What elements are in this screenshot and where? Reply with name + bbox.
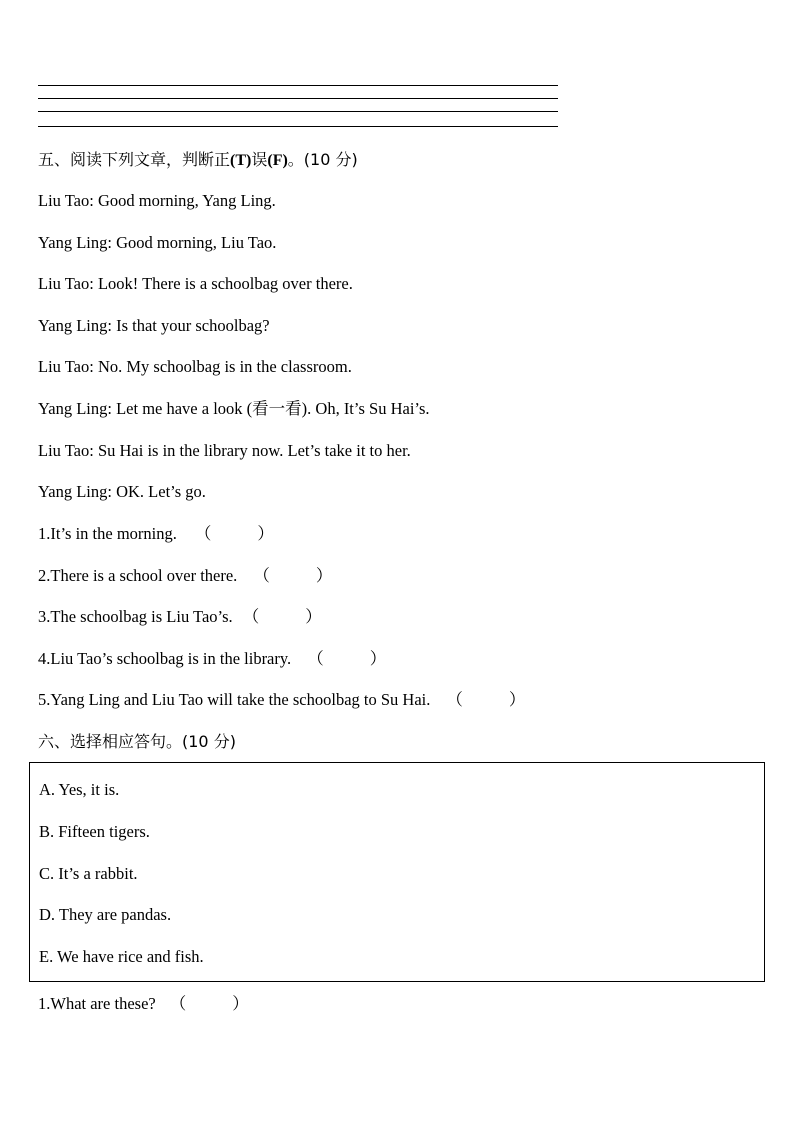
tf-question-4: 4.Liu Tao’s schoolbag is in the library. （ ） [38, 649, 387, 668]
dialogue-line: Liu Tao: Su Hai is in the library now. Let’s take it to her. [38, 441, 411, 460]
option-d: D. They are pandas. [39, 905, 172, 924]
match-question-1: 1.What are these? （ ） [38, 994, 249, 1013]
dialogue-line: Yang Ling: Is that your schoolbag? [38, 316, 270, 335]
answer-blank[interactable]: （ ） [194, 524, 274, 543]
answer-blank[interactable]: （ ） [242, 607, 322, 626]
section5-heading: 五、阅读下列文章，判断正(T)误(F)。(10 分) [38, 150, 358, 169]
tf-question-3: 3.The schoolbag is Liu Tao’s. （ ） [38, 607, 322, 626]
option-b: B. Fifteen tigers. [39, 822, 150, 841]
section6-heading: 六、选择相应答句。(10 分) [38, 732, 236, 751]
option-c: C. It’s a rabbit. [39, 864, 138, 883]
answer-options-box [29, 762, 765, 982]
answer-line-1 [38, 85, 558, 86]
answer-blank[interactable]: （ ） [169, 994, 249, 1013]
dialogue-line: Liu Tao: No. My schoolbag is in the classroom. [38, 357, 352, 376]
dialogue-line: Liu Tao: Good morning, Yang Ling. [38, 191, 276, 210]
tf-question-1: 1.It’s in the morning. （ ） [38, 524, 274, 543]
answer-blank[interactable]: （ ） [253, 566, 333, 585]
answer-blank[interactable]: （ ） [307, 649, 387, 668]
tf-question-5: 5.Yang Ling and Liu Tao will take the schoolbag to Su Hai. （ ） [38, 690, 526, 709]
dialogue-line: Liu Tao: Look! There is a schoolbag over there. [38, 274, 353, 293]
answer-blank[interactable]: （ ） [446, 690, 526, 709]
answer-line-2 [38, 98, 558, 99]
answer-line-3 [38, 111, 558, 112]
option-a: A. Yes, it is. [39, 780, 120, 799]
tf-question-2: 2.There is a school over there. （ ） [38, 566, 333, 585]
dialogue-line: Yang Ling: Good morning, Liu Tao. [38, 233, 277, 252]
dialogue-line: Yang Ling: OK. Let’s go. [38, 482, 206, 501]
option-e: E. We have rice and fish. [39, 947, 204, 966]
dialogue-line: Yang Ling: Let me have a look (看一看). Oh, It’s Su Hai’s. [38, 399, 430, 418]
answer-line-4 [38, 126, 558, 127]
